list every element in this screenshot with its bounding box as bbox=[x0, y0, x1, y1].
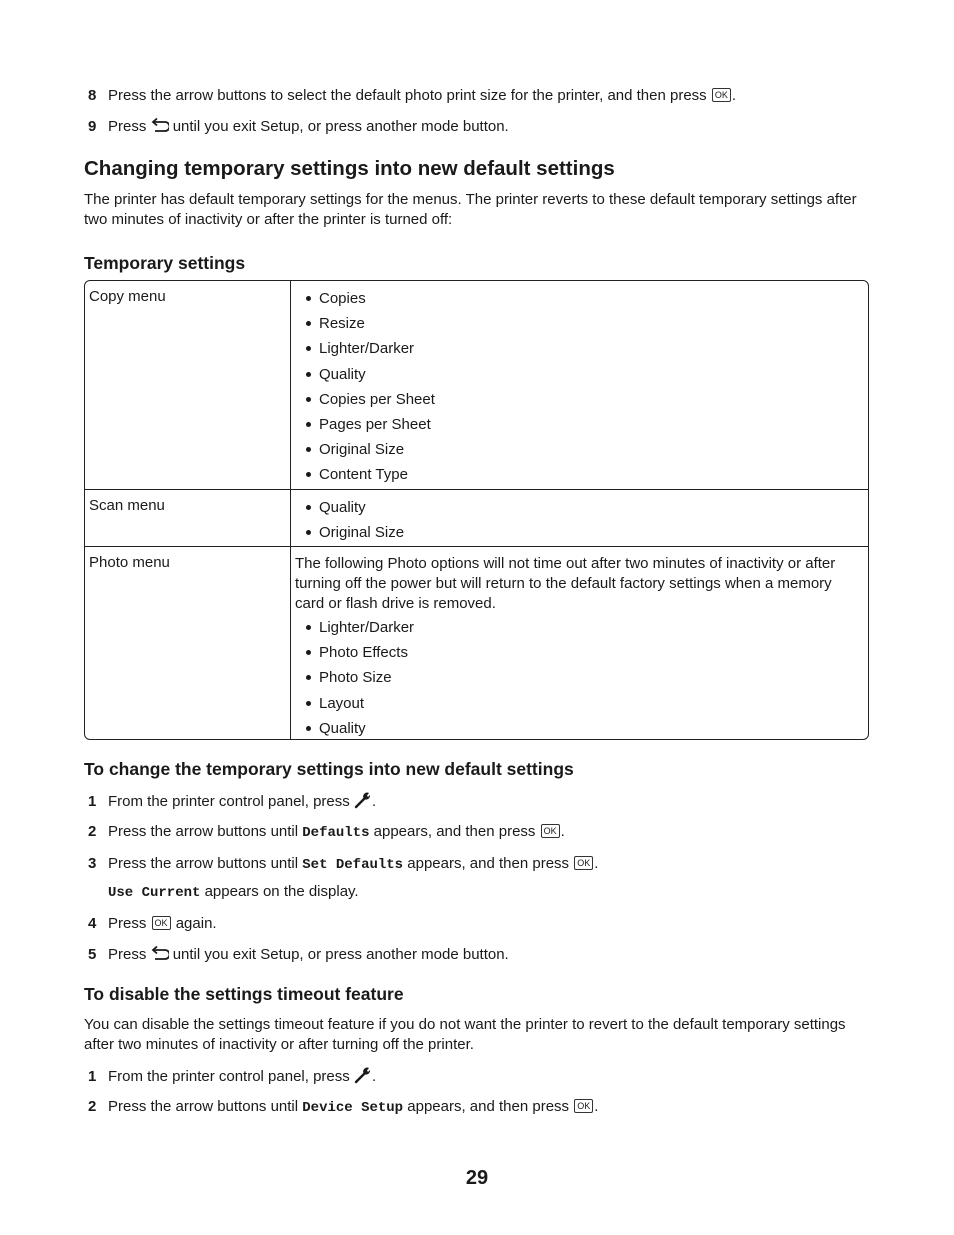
page-number: 29 bbox=[465, 1167, 489, 1189]
list-item: Quality bbox=[295, 718, 864, 743]
table-row-scan bbox=[85, 489, 868, 546]
ok-button-icon: OK bbox=[574, 1099, 593, 1113]
scan-menu-label: Scan menu bbox=[89, 497, 165, 514]
change-step-3: 3 Press the arrow buttons until Set Defaults appears, and then press OK . bbox=[88, 855, 599, 873]
disable-timeout-heading: To disable the settings timeout feature bbox=[84, 984, 404, 1004]
list-item: Lighter/Darker bbox=[295, 338, 864, 363]
change-step-1: 1 From the printer control panel, press . bbox=[88, 793, 377, 810]
list-item: Photo Size bbox=[295, 667, 864, 692]
photo-menu-note: The following Photo options will not time out after two minutes of inactivity or after turning off the power but will return to the default factory settings when a memory card or flash drive is removed. bbox=[295, 555, 836, 612]
code-text: Set Defaults bbox=[302, 857, 404, 873]
back-arrow-icon bbox=[151, 118, 169, 134]
temporary-settings-heading: Temporary settings bbox=[84, 253, 246, 273]
list-item: Original Size bbox=[295, 439, 864, 464]
temporary-settings-table bbox=[84, 280, 869, 740]
list-item: Pages per Sheet bbox=[295, 414, 864, 439]
list-item: Layout bbox=[295, 693, 864, 718]
list-item: Quality bbox=[295, 364, 864, 389]
ok-button-icon: OK bbox=[574, 856, 593, 870]
copy-menu-list bbox=[295, 288, 864, 490]
disable-intro-paragraph: You can disable the settings timeout feature if you do not want the printer to revert to the default temporary settings after two minutes of inactivity or after turning off the printer. bbox=[84, 1016, 846, 1053]
disable-step-2: 2 Press the arrow buttons until Device Setup appears, and then press OK . bbox=[88, 1098, 599, 1116]
list-item: Resize bbox=[295, 313, 864, 338]
change-step-4: 4 Press OK again. bbox=[88, 915, 217, 932]
ok-button-icon: OK bbox=[541, 824, 560, 838]
scan-menu-list bbox=[295, 497, 864, 547]
code-text: Use Current bbox=[108, 885, 201, 901]
list-item: Copies per Sheet bbox=[295, 389, 864, 414]
photo-menu-label: Photo menu bbox=[89, 554, 170, 571]
list-item: Quality bbox=[295, 497, 864, 522]
wrench-icon bbox=[354, 791, 372, 809]
ok-button-icon: OK bbox=[152, 916, 171, 930]
section-title: Changing temporary settings into new default settings bbox=[84, 157, 615, 180]
ok-button-icon: OK bbox=[712, 88, 731, 102]
change-settings-heading: To change the temporary settings into new default settings bbox=[84, 759, 574, 779]
change-step-2: 2 Press the arrow buttons until Defaults appears, and then press OK . bbox=[88, 823, 565, 841]
disable-step-1: 1 From the printer control panel, press . bbox=[88, 1068, 377, 1085]
list-item: Content Type bbox=[295, 464, 864, 489]
intro-paragraph: The printer has default temporary settings for the menus. The printer reverts to these default temporary settings after two minutes of inactivity or after the printer is turned off: bbox=[84, 191, 857, 228]
step-9: 9 Press until you exit Setup, or press another mode button. bbox=[88, 118, 509, 135]
table-row-copy bbox=[85, 281, 868, 489]
change-step-3-sub: Use Current appears on the display. bbox=[108, 883, 359, 901]
back-arrow-icon bbox=[151, 946, 169, 962]
list-item: Original Size bbox=[295, 522, 864, 547]
step-8: 8 Press the arrow buttons to select the default photo print size for the printer, and then press OK . bbox=[88, 87, 737, 104]
list-item: Photo Effects bbox=[295, 642, 864, 667]
list-item: Lighter/Darker bbox=[295, 617, 864, 642]
list-item: Copies bbox=[295, 288, 864, 313]
code-text: Device Setup bbox=[302, 1100, 404, 1116]
code-text: Defaults bbox=[302, 825, 370, 841]
change-step-5: 5 Press until you exit Setup, or press another mode button. bbox=[88, 946, 509, 963]
copy-menu-label: Copy menu bbox=[89, 288, 166, 305]
table-row-photo bbox=[85, 546, 868, 740]
photo-menu-list bbox=[295, 617, 864, 743]
wrench-icon bbox=[354, 1066, 372, 1084]
